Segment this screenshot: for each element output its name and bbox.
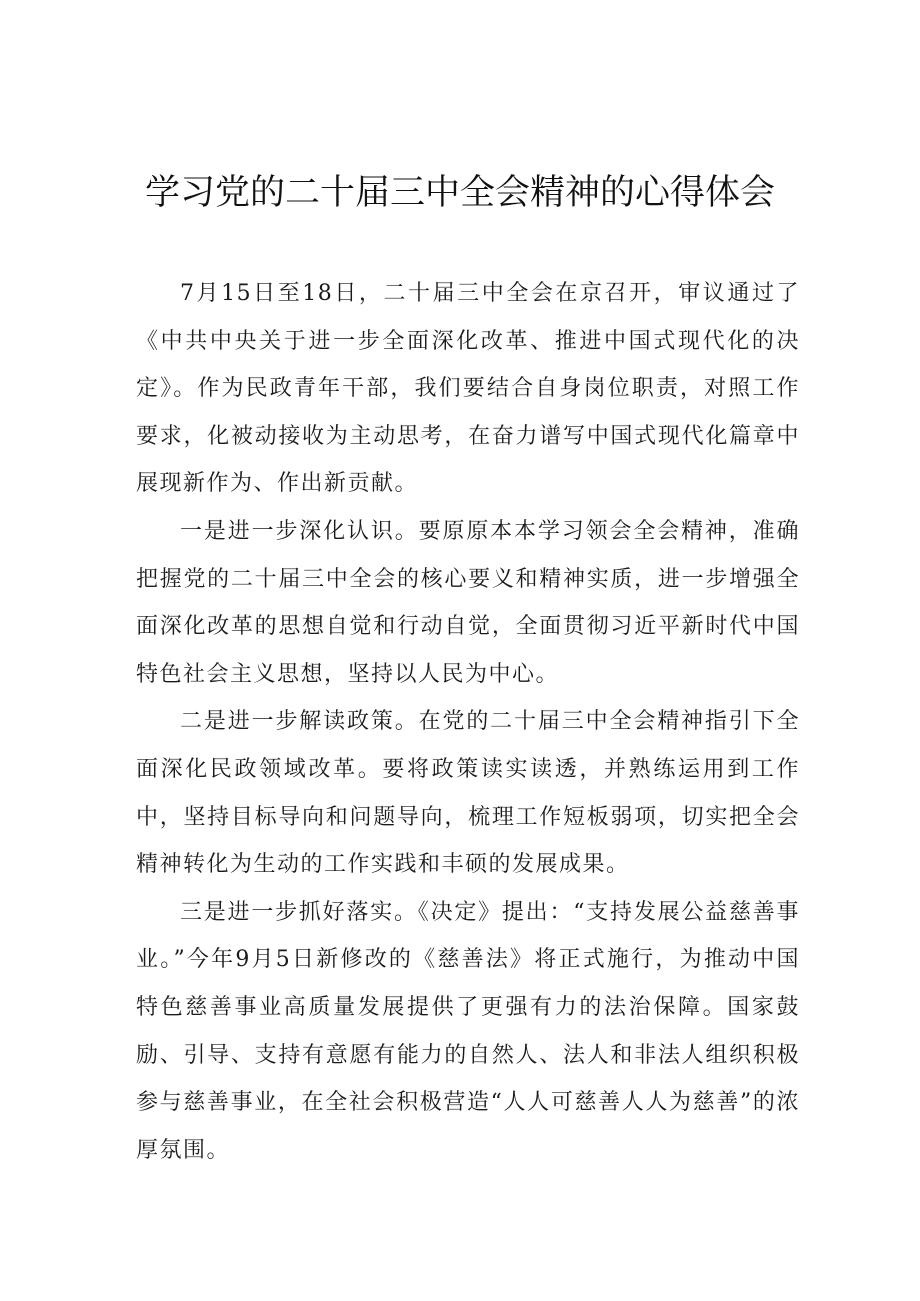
paragraph-point-two: 二是进一步解读政策。在党的二十届三中全会精神指引下全面深化民政领域改革。要将政策读实读透，并熟练运用到工作中，坚持目标导向和问题导向，梳理工作短板弱项，切实把全会精神转化为生动的工作实践和丰硕的发展成果。 bbox=[136, 709, 800, 878]
paragraph-intro: 7月15日至18日，二十届三中全会在京召开，审议通过了《中共中央关于进一步全面深化改革、推进中国式现代化的决定》。作为民政青年干部，我们要结合自身岗位职责，对照工作要求，化被动接收为主动思考，在奋力谱写中国式现代化篇章中展现新作为、作出新贡献。 bbox=[136, 281, 800, 497]
document-body bbox=[136, 270, 800, 1174]
paragraph-point-one: 一是进一步深化认识。要原原本本学习领会全会精神，准确把握党的二十届三中全会的核心要义和精神实质，进一步增强全面深化改革的思想自觉和行动自觉，全面贯彻习近平新时代中国特色社会主义思想，坚持以人民为中心。 bbox=[136, 518, 800, 687]
paragraph-point-three: 三是进一步抓好落实。《决定》提出：“支持发展公益慈善事业。”今年9月5日新修改的《慈善法》将正式施行，为推动中国特色慈善事业高质量发展提供了更强有力的法治保障。国家鼓励、引导、支持有意愿有能力的自然人、法人和非法人组织积极参与慈善事业，在全社会积极营造“人人可慈善人人为慈善”的浓厚氛围。 bbox=[136, 899, 800, 1163]
document-title: 学习党的二十届三中全会精神的心得体会 bbox=[144, 173, 775, 213]
